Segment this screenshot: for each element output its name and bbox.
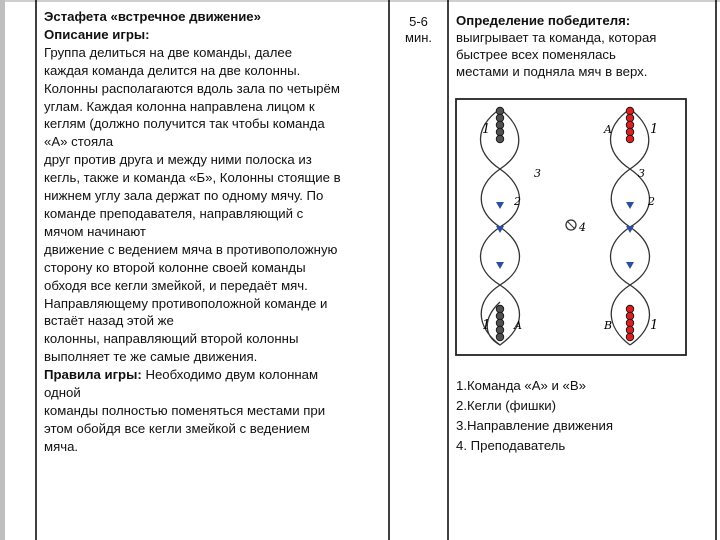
label-team-a: A [604, 123, 612, 136]
duration-cell [390, 0, 447, 540]
description-line: движение с ведением мяча в противоположную [44, 241, 338, 257]
team-player-b [496, 305, 504, 313]
description-line: друг против друга и между ними полоска из [44, 152, 312, 168]
label-team-1d: 1 [482, 318, 491, 333]
team-player-a [626, 319, 634, 327]
team-player-b [496, 319, 504, 327]
team-player-b [496, 107, 504, 115]
description-line: нижнем углу зала держат по одному мячу. По [44, 188, 324, 204]
relay-diagram [454, 97, 688, 357]
team-player-a [626, 114, 634, 122]
description-line: Колонны располагаются вдоль зала по четырём [44, 80, 340, 96]
description-line: встаёт назад этой же [44, 313, 174, 329]
team-player-b [496, 326, 504, 334]
team-player-b [496, 135, 504, 143]
legend-item: 3.Направление движения [456, 418, 614, 433]
rules-heading: Правила игры: [44, 367, 142, 383]
winner-line: выигрывает та команда, которая [456, 30, 657, 45]
rules-text-start: Необходимо двум колоннам [141, 367, 319, 383]
winner-line: быстрее всех поменялась [456, 47, 616, 62]
rules-line: мяча. [44, 438, 79, 454]
rules-line: этом обойдя все кегли змейкой с ведением [44, 420, 310, 436]
page-shadow-left [0, 0, 5, 540]
team-player-a [626, 326, 634, 334]
label-dir-3b: 3 [638, 167, 645, 180]
team-player-b [496, 121, 504, 129]
team-player-a [626, 305, 634, 313]
description-line: «А» стояла [44, 134, 114, 150]
duration-unit: мин. [405, 30, 432, 45]
description-line: каждая команда делится на две колонны. [44, 62, 301, 78]
team-player-a [626, 333, 634, 341]
label-pin-2: 2 [514, 195, 521, 208]
description-line: Группа делиться на две команды, далее [44, 44, 293, 60]
label-teacher: 4 [579, 221, 586, 234]
label-team-1: 1 [482, 122, 491, 137]
description-line: углам. Каждая колонна направлена лицом к [44, 98, 315, 114]
rules-line: команды полностью поменяться местами при [44, 402, 326, 418]
team-player-a [626, 107, 634, 115]
game-description-cell [36, 0, 388, 540]
team-player-b [496, 312, 504, 320]
description-line: выполняет те же самые движения. [44, 349, 258, 365]
description-line: кеглям (должно получится так чтобы команда [44, 116, 325, 132]
legend-list [456, 376, 613, 456]
team-player-b [496, 333, 504, 341]
hall-outline [456, 99, 686, 355]
team-player-b [496, 128, 504, 136]
team-player-a [626, 128, 634, 136]
description-line: колонны, направляющий второй колонны [44, 331, 299, 347]
duration-value: 5-6 [409, 14, 428, 29]
description-line: мячом начинают [44, 223, 146, 239]
legend-item: 1.Команда «А» и «В» [456, 378, 587, 393]
team-player-a [626, 312, 634, 320]
description-line: кегль, также и команда «Б», Колонны стоящие в [44, 170, 341, 186]
game-title: Эстафета «встречное движение» [44, 9, 261, 24]
winner-line: местами и подняла мяч в верх. [456, 64, 648, 79]
label-team-1c: 1 [650, 318, 659, 333]
description-text [44, 44, 382, 366]
team-player-a [626, 121, 634, 129]
label-pin-2b: 2 [648, 195, 655, 208]
rules-line: одной [44, 385, 81, 401]
description-line: Направляющему противоположной команде и [44, 295, 328, 311]
description-line: команде преподавателя, направляющий с [44, 205, 304, 221]
description-line: обходя все кегли змейкой, и передаёт мяч. [44, 277, 308, 293]
team-player-a [626, 135, 634, 143]
legend-item: 4. Преподаватель [456, 438, 566, 453]
label-team-1b: 1 [650, 122, 659, 137]
winner-heading: Определение победителя: [456, 13, 631, 28]
label-team-b-bottom: B [604, 319, 613, 332]
legend-item: 2.Кегли (фишки) [456, 398, 556, 413]
label-team-a-bottom: A [514, 319, 522, 332]
rules-first-line [44, 366, 382, 384]
description-line: сторону ко второй колонне своей команды [44, 259, 306, 275]
team-player-b [496, 114, 504, 122]
label-dir-3: 3 [534, 167, 541, 180]
description-heading: Описание игры: [44, 26, 150, 42]
